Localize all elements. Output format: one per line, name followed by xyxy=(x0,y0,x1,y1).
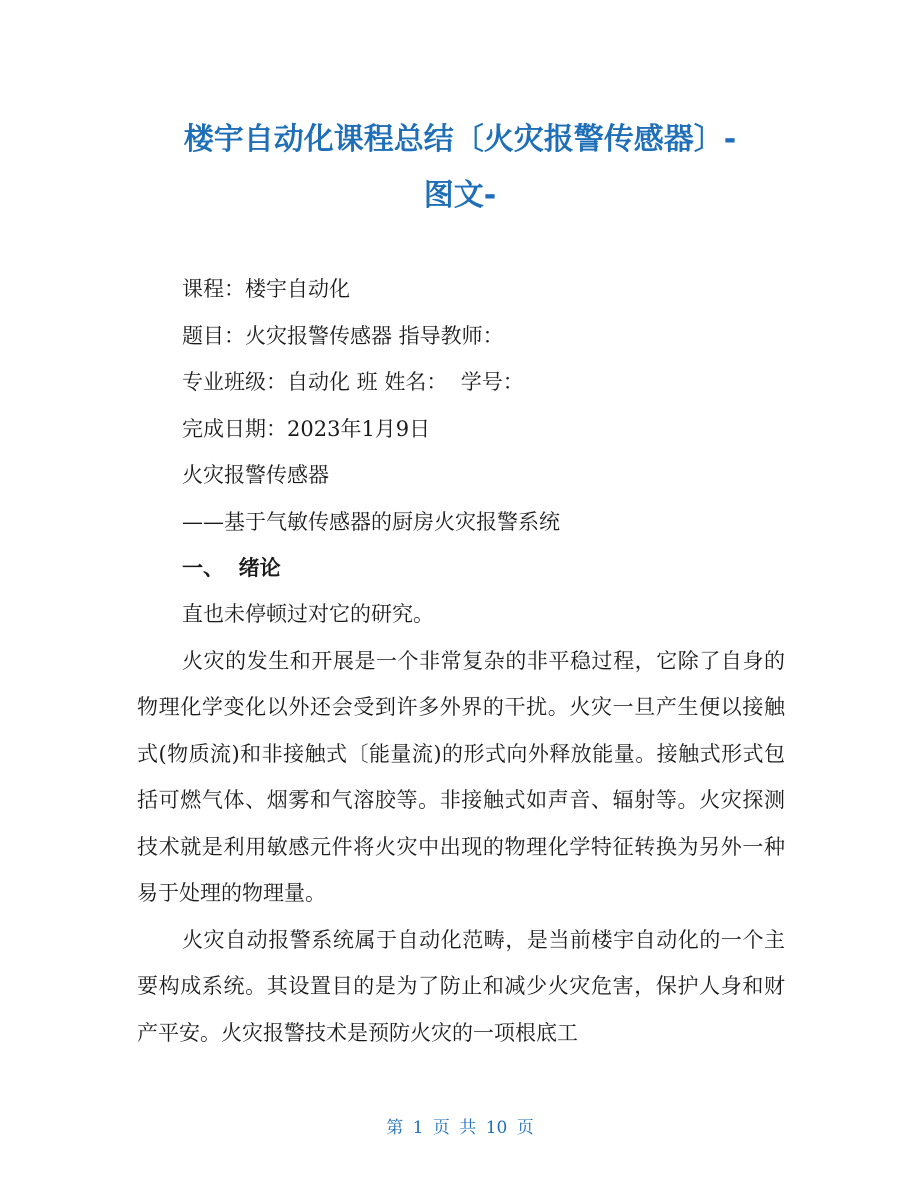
title-line-2: 图文- xyxy=(423,178,497,213)
paragraph-3: 火灾自动报警系统属于自动化范畴，是当前楼宇自动化的一个主要构成系统。其设置目的是为了防止和减少火灾危害，保护人身和财产平安。火灾报警技术是预防火灾的一项根底工 xyxy=(137,927,785,1045)
title-line-1: 楼宇自动化课程总结〔火灾报警传感器〕- xyxy=(183,122,737,157)
paragraph-2: 火灾的发生和开展是一个非常复杂的非平稳过程，它除了自身的物理化学变化以外还会受到许多外界的干扰。火灾一旦产生便以接触式(物质流)和非接触式〔能量流)的形式向外释放能量。接触式形式包括可燃气体、烟雾和气溶胶等。非接触式如声音、辐射等。火灾探测技术就是利用敏感元件将火灾中出现的物理化学特征转换为另外一种易于处理的物理量。 xyxy=(137,648,785,905)
document-body xyxy=(137,591,785,1056)
document-title xyxy=(60,112,860,224)
meta-topic: 题目：火灾报警传感器 指导教师： xyxy=(182,323,504,348)
document-meta xyxy=(182,266,560,592)
page-footer: 第 1 页 共 10 页 xyxy=(386,1118,534,1138)
meta-class: 专业班级：自动化 班 姓名： 学号： xyxy=(182,370,524,394)
subject-title: 火灾报警传感器 xyxy=(182,463,329,487)
paragraph-1: 直也未停顿过对它的研究。 xyxy=(182,602,434,626)
meta-course: 课程：楼宇自动化 xyxy=(182,277,350,301)
meta-date: 完成日期：2023年1月9日 xyxy=(182,416,431,441)
section-heading: 一、 绪论 xyxy=(182,555,281,580)
subject-subtitle: ——基于气敏传感器的厨房火灾报警系统 xyxy=(182,509,560,534)
